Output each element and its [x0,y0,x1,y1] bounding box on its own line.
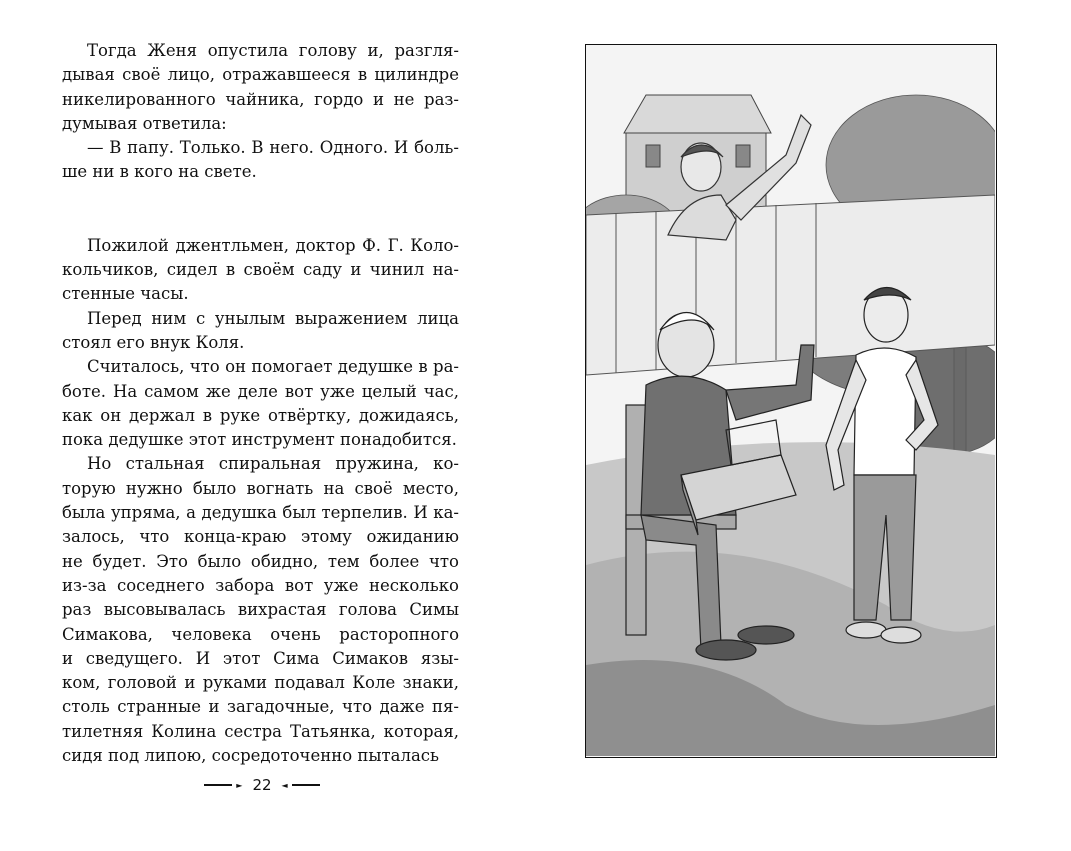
text-line: тилетняя Колина сестра Татьянка, которая, [62,721,459,741]
text-line: Тогда Женя опустила голову и, разгля- [87,41,459,60]
text-line: кольчиков, сидел в своём саду и чинил на- [62,260,459,280]
text-line: была упряма, а дедушка был терпелив. И ка- [62,503,459,523]
text-line: сидя под липою, сосредоточенно пыталась [62,746,440,766]
footer-rule-left [204,784,232,786]
footer-arrow-left-icon: ◄ [281,780,288,790]
text-line: дывая своё лицо, отражавшееся в цилиндре [62,65,459,85]
paragraph [62,452,459,768]
text-line: ком, головой и руками подавал Коле знаки, [62,673,459,693]
section-break [62,185,459,234]
text-line: раз высовывалась вихрастая голова Симы [62,600,459,620]
paragraph [62,234,459,307]
text-line: Перед ним с унылым выражением лица [87,308,459,328]
text-line: залось, что конца-краю этому ожиданию [62,527,459,547]
text-line: торую нужно было вогнать на своё место, [62,478,459,498]
text-line: Симакова, человека очень расторопного [62,624,459,644]
illustration-grandfather-and-boys [585,44,997,758]
text-line: пока дедушке этот инструмент понадобится. [62,430,457,450]
text-line: и сведущего. И этот Сима Симаков язы- [62,648,459,668]
text-line: — В папу. Только. В него. Одного. И боль- [87,138,459,158]
text-line: Считалось, что он помогает дедушке в ра- [87,357,459,377]
footer-arrow-right-icon: ► [236,780,243,790]
paragraph [62,136,459,185]
text-line: столь странные и загадочные, что даже пя- [62,697,459,717]
text-line: стенные часы. [62,284,189,304]
footer-rule-right [292,784,320,786]
text-line: Но стальная спиральная пружина, ко- [87,454,459,474]
body-text [62,39,459,768]
paragraph [62,307,459,356]
page-number: 22 [252,776,272,794]
text-line: думывая ответила: [62,113,227,133]
passage-two [62,234,459,769]
passage-one [62,39,459,185]
text-line: Пожилой джентльмен, доктор Ф. Г. Коло- [87,235,459,255]
paragraph [62,355,459,452]
paragraph [62,39,459,136]
fence [586,195,995,375]
text-line: никелированного чайника, гордо и не раз- [62,89,459,109]
text-line: ше ни в кого на свете. [62,162,257,182]
text-line: стоял его внук Коля. [62,332,245,352]
text-line: из-за соседнего забора вот уже несколько [62,575,459,595]
text-line: как он держал в руке отвёртку, дожидаясь, [62,405,459,425]
text-line: боте. На самом же деле вот уже целый час, [62,381,459,401]
text-line: не будет. Это было обидно, тем более что [62,551,459,571]
page-number-footer [200,774,324,796]
